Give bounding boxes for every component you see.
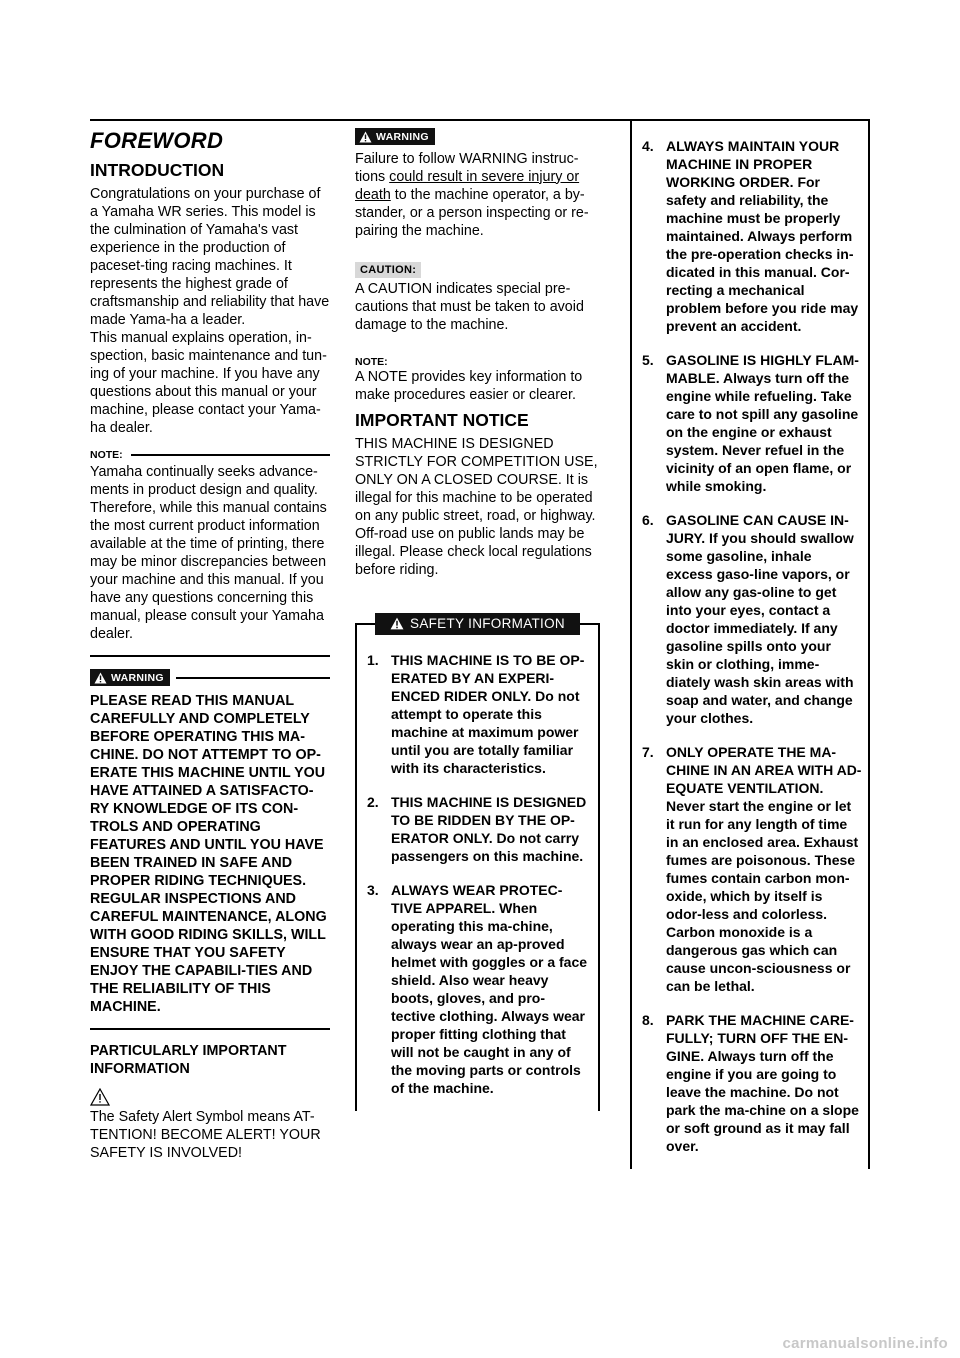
column-right	[630, 121, 870, 1169]
particularly-important-heading: PARTICULARLY IMPORTANT INFORMATION	[90, 1043, 287, 1077]
note-block	[355, 356, 600, 404]
item-number: 3.	[367, 881, 379, 898]
important-notice-heading: IMPORTANT NOTICE	[355, 409, 529, 430]
intro-paragraph-1: Congratulations on your purchase of a Yamaha WR series. This model is the culmination of Yamaha's vast experience in the production of paceset-ting racing machines. It represents the highest grade of craftsmanship and reliability that have made Yama-ha a leader.	[90, 186, 330, 328]
page-title: FOREWORD	[90, 128, 224, 153]
warning-definition	[355, 150, 600, 240]
section-divider-2	[90, 1028, 330, 1030]
note-label: NOTE:	[90, 449, 123, 461]
note-text: Yamaha continually seeks advance-ments in product design and quality. Therefore, while this manual contains the most current product information available at the time of printing, there may be minor discrepancies between your machine and this manual. If you have any questions concerning this manual, please consult your Yamaha dealer.	[90, 464, 327, 642]
column-middle	[355, 128, 600, 1111]
warning-triangle-icon	[94, 672, 107, 684]
item-number: 5.	[642, 352, 654, 368]
safety-information-box	[355, 616, 600, 1111]
warning-definition-pre: Failure to follow WARNING instruc-tions	[355, 150, 579, 185]
safety-item	[642, 1011, 862, 1155]
intro-paragraph-2: This manual explains operation, in-spection, basic maintenance and tun-ing of your machine. If you have any questions about this manual or your machine, please contact your Yama-ha dealer.	[90, 330, 327, 436]
safety-item	[367, 793, 588, 865]
item-text: THIS MACHINE IS TO BE OP-ERATED BY AN EXPERI-ENCED RIDER ONLY. Do not attempt to operate this machine at maximum power until you are totally familiar with its characteristics.	[391, 651, 585, 776]
safety-item	[642, 351, 862, 495]
warning-text: PLEASE READ THIS MANUAL CAREFULLY AND COMPLETELY BEFORE OPERATING THIS MA-CHINE. DO NOT ATTEMPT TO OP-ERATE THIS MACHINE UNTIL YOU HAVE ATTAINED A SATISFACTO-RY KNOWLEDGE OF ITS CON-TROLS AND OPERATING FEATURES AND UNTIL YOU HAVE BEEN TRAINED IN SAFE AND PROPER RIDING TECHNIQUES. REGULAR INSPECTIONS AND CAREFUL MAINTENANCE, ALONG WITH GOOD RIDING SKILLS, WILL ENSURE THAT YOU SAFETY ENJOY THE CAPABILI-TIES AND THE RELIABILITY OF THIS MACHINE.	[90, 693, 327, 1015]
item-text: ALWAYS WEAR PROTEC-TIVE APPAREL. When operating this ma-chine, always wear an ap-proved helmet with goggles or a face shield. Also wear heavy boots, gloves, and pro-tective clothing. Always wear proper fitting clothing that will not be caught in any of the moving parts or controls of the machine.	[391, 881, 588, 1096]
item-text: ONLY OPERATE THE MA-CHINE IN AN AREA WITH AD-EQUATE VENTILATION. Never start the engine or let it run for any length of time in an enclosed area. Exhaust fumes are poisonous. These fumes contain carbon mon-oxide, which by itself is odor-less and colorless. Carbon monoxide is a dangerous gas which can cause uncon-sciousness or can be lethal.	[666, 744, 862, 994]
note-header	[90, 449, 330, 461]
item-text: THIS MACHINE IS DESIGNED TO BE RIDDEN BY THE OP-ERATOR ONLY. Do not carry passengers on this machine.	[391, 793, 587, 864]
item-text: ALWAYS MAINTAIN YOUR MACHINE IN PROPER WORKING ORDER. For safety and reliability, the machine must be properly maintained. Always perform the pre-operation checks in-dicated in this manual. Cor-recting a mechanical problem before you ride may prevent an accident.	[666, 138, 859, 334]
introduction-heading: INTRODUCTION	[90, 160, 225, 180]
item-number: 6.	[642, 512, 654, 528]
item-text: GASOLINE IS HIGHLY FLAM-MABLE. Always turn off the engine while refueling. Take care to not spill any gasoline on the engine or exhaust system. Never refuel in the vicinity of an open flame, or while smoking.	[666, 352, 859, 494]
safety-item	[642, 511, 862, 727]
item-number: 7.	[642, 744, 654, 760]
note-label-2: NOTE:	[355, 355, 388, 368]
warning-label: WARNING	[111, 671, 164, 684]
safety-alert-icon	[90, 1088, 110, 1106]
warning-definition-underlined: could result in severe injury or death	[355, 168, 580, 203]
caution-text: A CAUTION indicates special pre-cautions that must be taken to avoid damage to the machine.	[355, 280, 584, 333]
warning-badge-2	[355, 128, 435, 145]
warning-triangle-icon	[390, 617, 404, 630]
warning-triangle-icon	[359, 131, 372, 143]
safety-item	[367, 881, 588, 1097]
safety-item	[367, 651, 588, 777]
safety-information-title	[375, 613, 580, 635]
important-notice-text: THIS MACHINE IS DESIGNED STRICTLY FOR COMPETITION USE, ONLY ON A CLOSED COURSE. It is illegal for this machine to be operated on any public street, road, or highway. Off-road use on public lands may be illegal. Please check local regulations before riding.	[355, 435, 598, 578]
item-text: GASOLINE CAN CAUSE IN-JURY. If you should swallow some gasoline, inhale excess gaso-line vapors, or allow any gas-oline to get into your eyes, contact a doctor immediately. If any gasoline spills onto your skin or clothing, imme-diately wash skin areas with soap and water, and change your clothes.	[666, 512, 854, 726]
safety-item	[642, 137, 862, 335]
item-number: 4.	[642, 138, 654, 154]
safety-continuation-box	[630, 121, 870, 1169]
section-divider	[90, 655, 330, 657]
caution-badge: CAUTION:	[355, 262, 421, 278]
warning-label-2: WARNING	[376, 130, 429, 143]
safety-item	[642, 743, 862, 995]
safety-alert-text: The Safety Alert Symbol means AT-TENTION! BECOME ALERT! YOUR SAFETY IS INVOLVED!	[90, 1109, 321, 1161]
note-rule	[131, 454, 330, 456]
watermark-text: carmanualsonline.info	[782, 1335, 948, 1352]
item-number: 8.	[642, 1012, 654, 1028]
item-text: PARK THE MACHINE CARE-FULLY; TURN OFF THE EN-GINE. Always turn off the engine if you are going to leave the machine. Do not park the ma-chine on a slope or soft ground as it may fall over.	[666, 1012, 859, 1154]
note-definition: A NOTE provides key information to make procedures easier or clearer.	[355, 368, 583, 403]
warning-definition-post: to the machine operator, a by-stander, or a person inspecting or re-pairing the machine.	[355, 186, 589, 239]
item-number: 2.	[367, 793, 379, 810]
item-number: 1.	[367, 651, 379, 668]
safety-title-label: SAFETY INFORMATION	[410, 616, 565, 631]
warning-badge	[90, 669, 170, 686]
warning-rule	[176, 677, 330, 679]
caution-block	[355, 260, 600, 334]
column-left	[90, 128, 330, 1162]
warning-header	[90, 669, 330, 686]
